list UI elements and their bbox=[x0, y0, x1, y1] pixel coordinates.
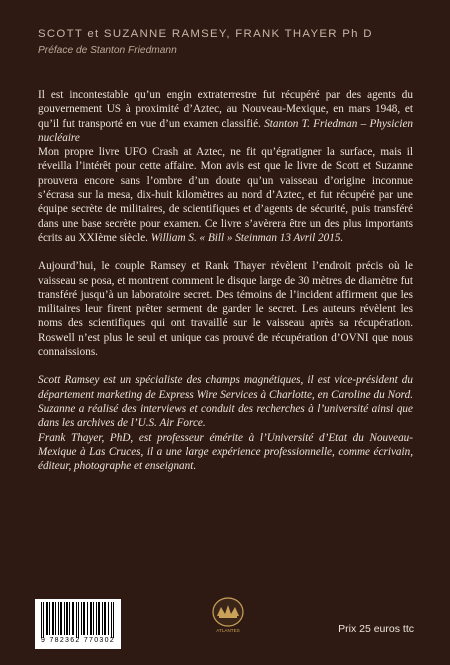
paragraph-friedman bbox=[38, 88, 413, 145]
thayer-bio: Frank Thayer, PhD, est professeur émérite à l’Université d’Etat du Nouveau-Mexique à Las Cruces, il a une large expérience professionnelle, comme écrivain, éditeur, photographe et enseignant. bbox=[38, 431, 413, 473]
paragraph-steinman bbox=[38, 145, 413, 245]
header bbox=[38, 28, 438, 56]
friedman-quote: Il est incontestable qu’un engin extraterrestre fut récupéré par des agents du gouvernement US à proximité d’Aztec, au Nouveau-Mexique, en mars 1948, et qu’il fut transporté en vue d’un examen classifié. bbox=[38, 89, 413, 130]
publisher-logo bbox=[211, 596, 245, 636]
paragraph-summary: Aujourd’hui, le couple Ramsey et Rank Thayer révèlent l’endroit précis où le vaisseau se posa, et montrent comment le disque large de 30 mètres de diamètre fut transféré jusqu’à un laboratoire secret. Des témoins de l’incident affirment que les militaires leur firent prêter serment de garder le secret. Les auteurs révèlent les noms des scientifiques qui ont travaillé sur le vaisseau après sa récupération. Roswell n’est plus le seul et unique cas prouvé de récupération d’OVNI que nous connaissions. bbox=[38, 260, 413, 359]
ramsey-bio: Scott Ramsey est un spécialiste des champs magnétiques, il est vice-président du département marketing de Express Wire Services à Charlotte, en Caroline du Nord. Suzanne a réalisé des interviews et conduit des recherches à l’université ainsi que dans les archives de l’U.S. Air Force. bbox=[38, 374, 413, 430]
atlantes-logo-icon bbox=[211, 596, 245, 636]
price: Prix 25 euros ttc bbox=[338, 623, 414, 635]
steinman-attribution: William S. « Bill » Steinman 13 Avril 2015. bbox=[150, 231, 344, 244]
paragraph-authors-bio bbox=[38, 373, 413, 473]
preface-credit: Préface de Stanton Friedmann bbox=[38, 45, 177, 56]
friedman-attribution: Stanton T. Friedman – Physicien nucléaire bbox=[38, 117, 414, 144]
atlantes-logo-label: ATLANTES bbox=[216, 628, 240, 633]
blurb bbox=[38, 88, 413, 473]
steinman-quote: Mon propre livre UFO Crash at Aztec, ne fit qu’égratigner la surface, mais il réveilla l’intérêt pour cette affaire. Mon avis est que le livre de Scott et Suzanne prouvera encore sans l’ombre d’un doute qu’un vaisseau d’origine inconnue s’écrasa sur la mesa, dix-huit kilomètres au nord d’Aztec, et fut récupéré par une équipe secrète de militaires, de scientifiques et d’agents de sécurité, puis transféré dans une base secrète pour examen. Ce livre s’avèrera être un des plus importants écrits au XXIème siècle. bbox=[38, 146, 413, 244]
authors: SCOTT et SUZANNE RAMSEY, FRANK THAYER Ph D bbox=[38, 28, 373, 40]
barcode-digits: 9 782362 770302 bbox=[41, 637, 115, 644]
